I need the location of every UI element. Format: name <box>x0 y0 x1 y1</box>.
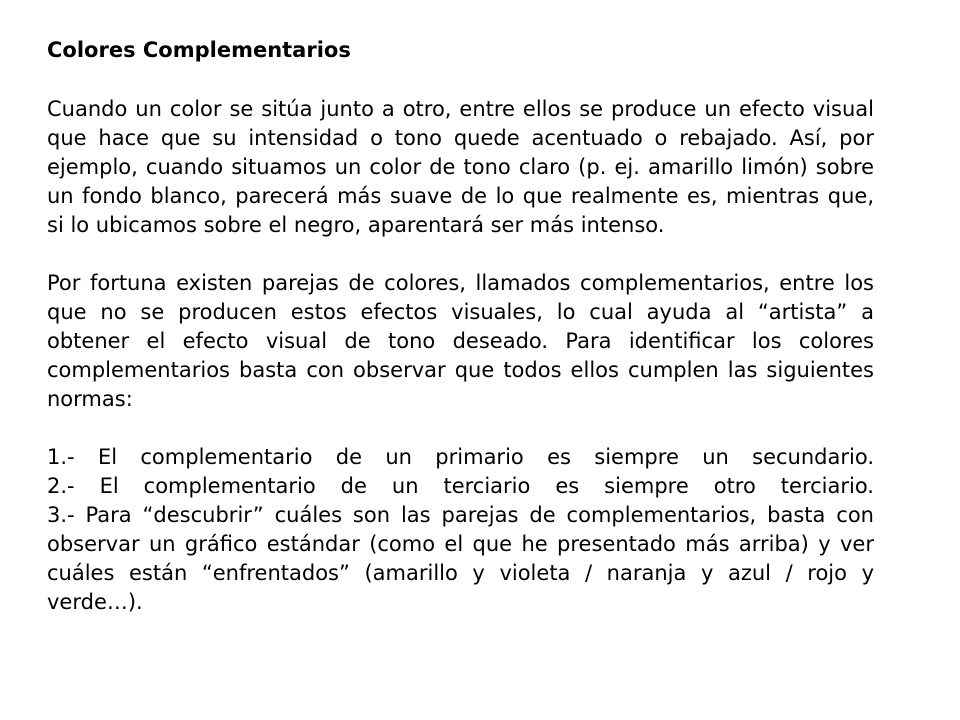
rules-list <box>47 443 874 617</box>
document-title: Colores Complementarios <box>47 38 351 62</box>
paragraph-complementary-pairs: Por fortuna existen parejas de colores, llamados complementarios, entre los que no se producen estos efectos visuales, lo cual ayuda al “artista” a obtener el efecto visual de tono deseado. Para identificar los colores complementarios basta con observar que todos ellos cumplen las siguientes normas: <box>47 271 874 411</box>
rule-item-1: 1.- El complementario de un primario es siempre un secundario. <box>47 445 874 469</box>
rule-item-3: 3.- Para “descubrir” cuáles son las parejas de complementarios, basta con observar un gráfico estándar (como el que he presentado más arriba) y ver cuáles están “enfrentados” (amarillo y violeta / naranja y azul / rojo y verde…). <box>47 503 874 614</box>
rule-item-2: 2.- El complementario de un terciario es siempre otro terciario. <box>47 474 874 498</box>
paragraph-intro: Cuando un color se sitúa junto a otro, entre ellos se produce un efecto visual que hace que su intensidad o tono quede acentuado o rebajado. Así, por ejemplo, cuando situamos un color de tono claro (p. ej. amarillo limón) sobre un fondo blanco, parecerá más suave de lo que realmente es, mientras que, si lo ubicamos sobre el negro, aparentará ser más intenso. <box>47 97 874 237</box>
slide-content <box>47 36 874 617</box>
